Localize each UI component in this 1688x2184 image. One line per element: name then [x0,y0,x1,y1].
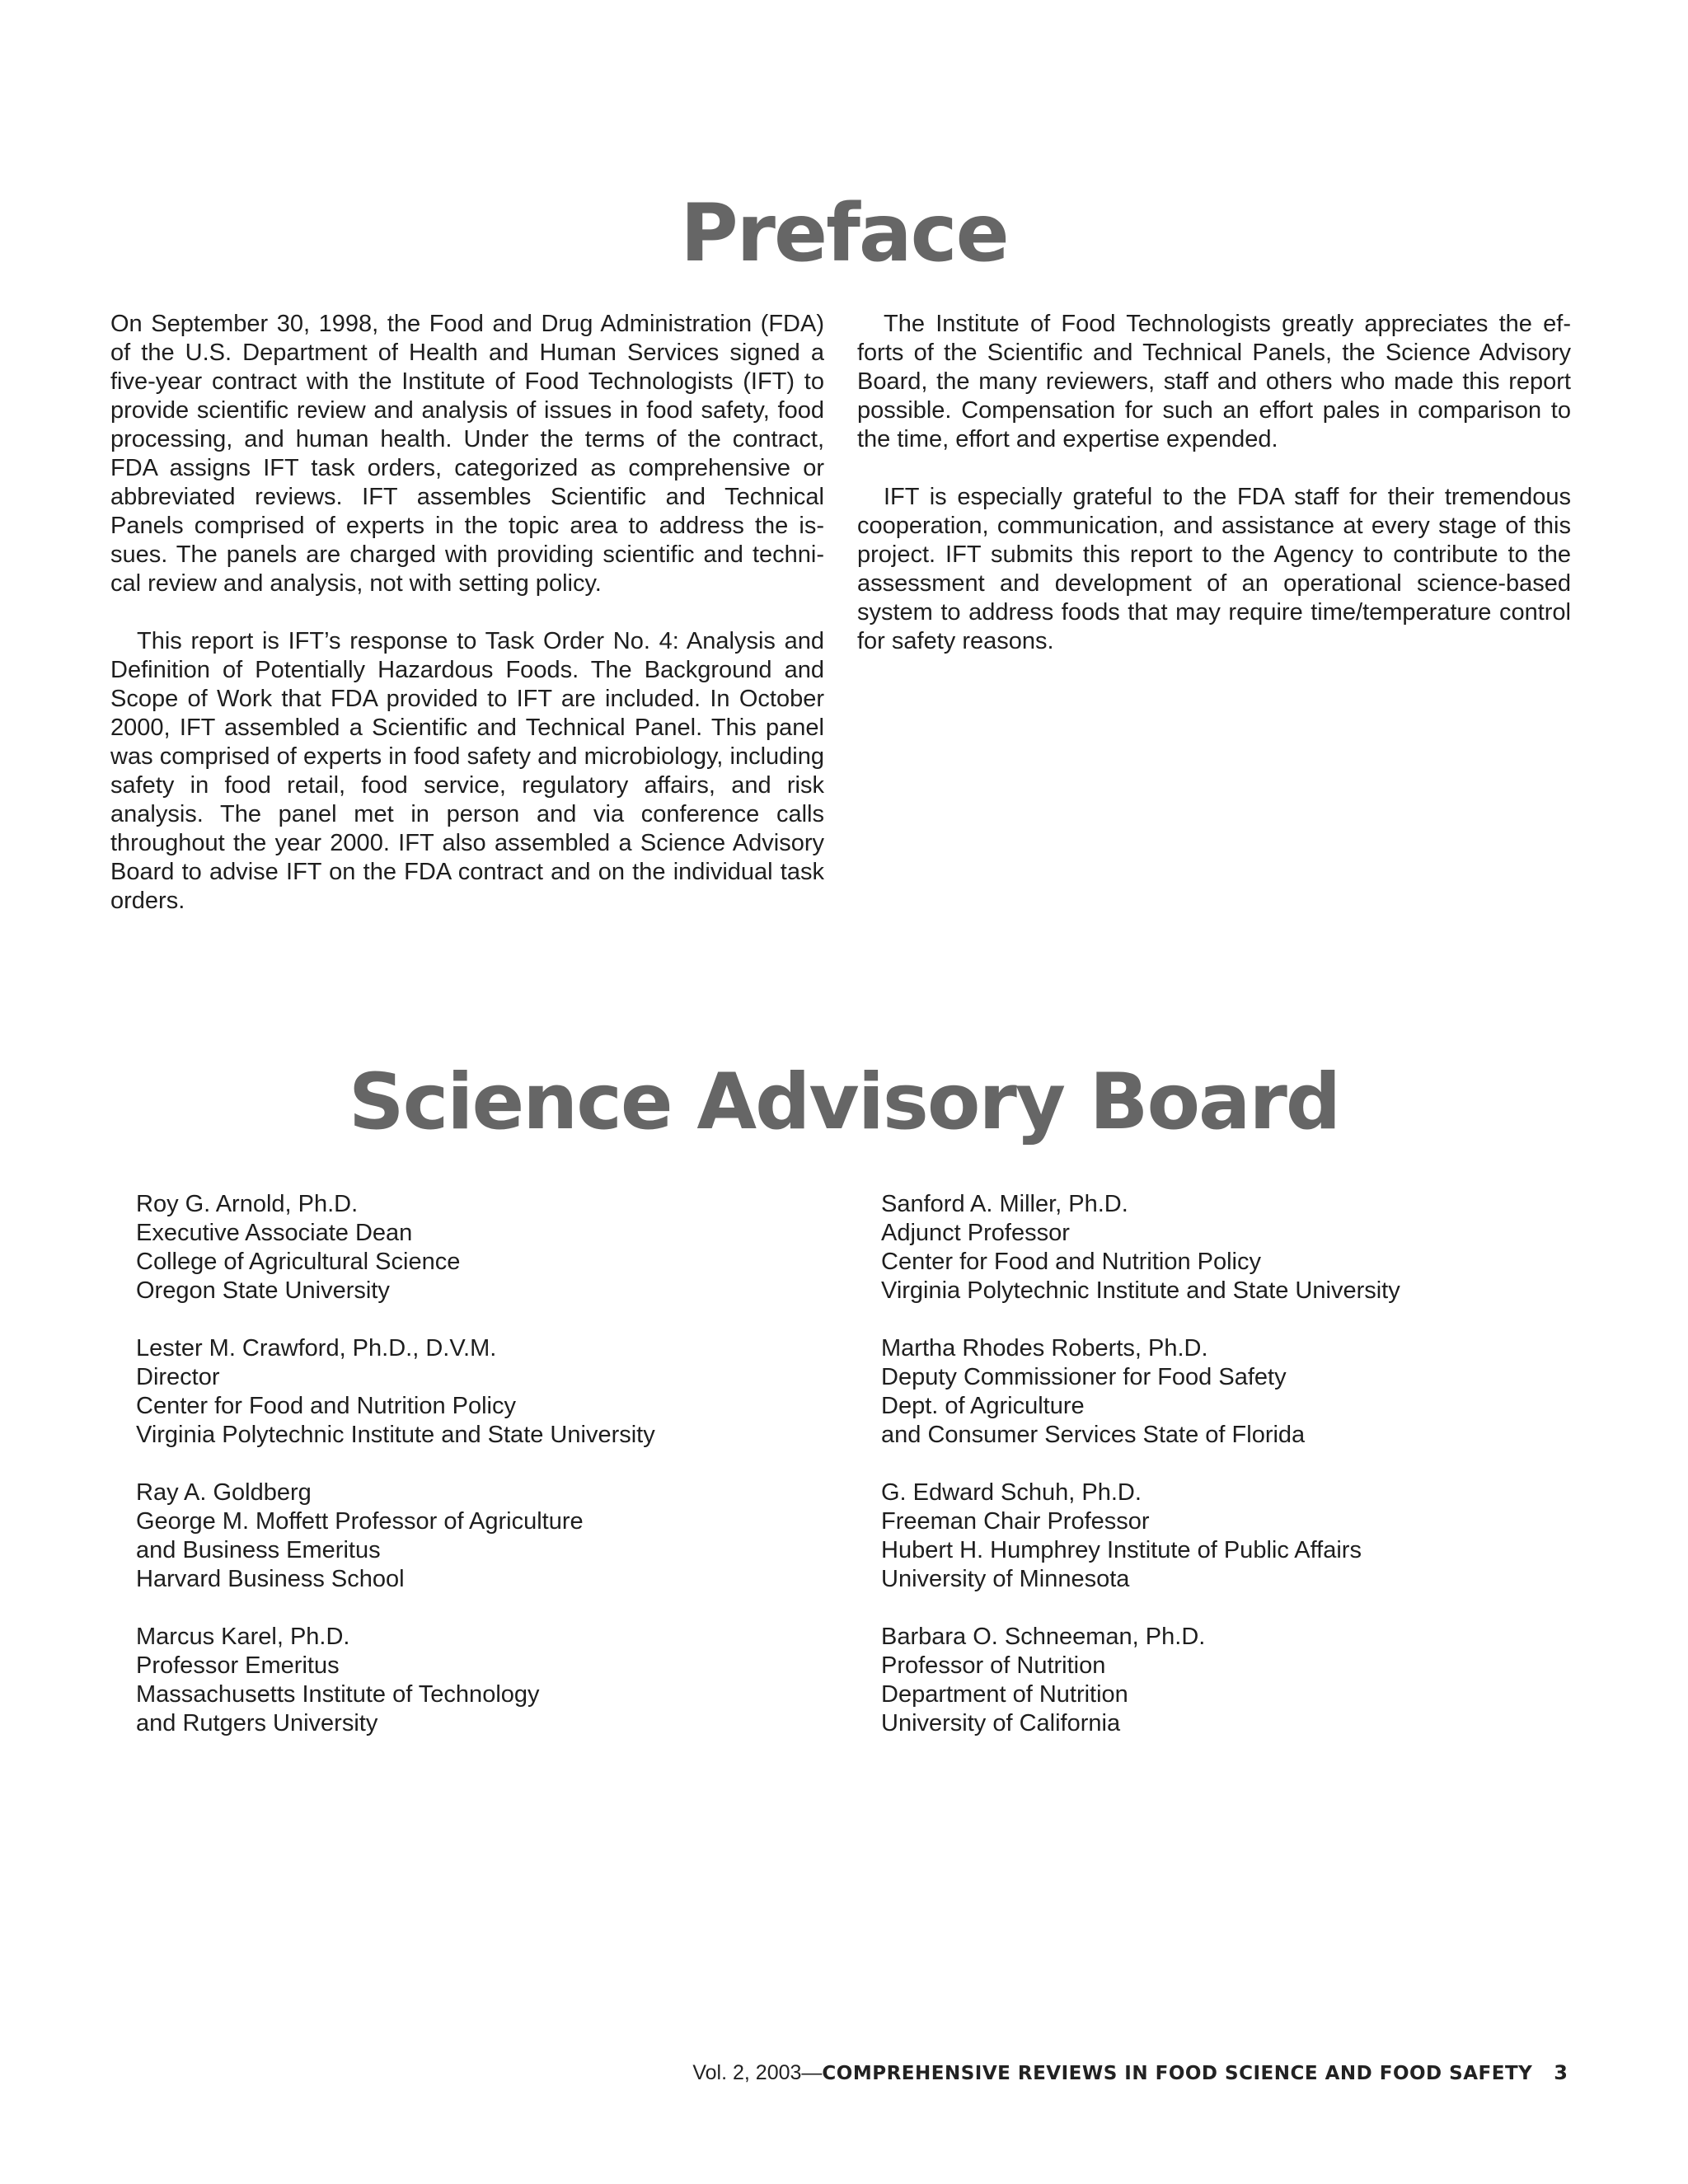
member-name: G. Edward Schuh, Ph.D. [881,1479,1142,1506]
member-name: Martha Rhodes Roberts, Ph.D. [881,1335,1208,1361]
board-member [881,1190,1623,1305]
member-title: Freeman Chair Professor [881,1508,1150,1535]
member-affiliation: Virginia Polytechnic Institute and State University [881,1277,1400,1304]
board-member [136,1623,878,1738]
footer-journal-title: COMPREHENSIVE REVIEWS IN FOOD SCIENCE AND FOOD SAFETY [822,2063,1533,2084]
member-title: George M. Moffett Professor of Agriculture [136,1508,584,1535]
member-affiliation: Massachusetts Institute of Technology [136,1681,540,1708]
page-number: 3 [1554,2061,1568,2084]
member-affiliation: Harvard Business School [136,1566,405,1592]
member-name: Marcus Karel, Ph.D. [136,1624,350,1650]
member-affiliation: Center for Food and Nutrition Policy [136,1393,516,1419]
preface-paragraph-1: On September 30, 1998, the Food and Drug Administration (FDA) of the U.S. Department of Health and Human Services signed a five-year contract with the Institute of Food Technologists (IFT) to provide scientific review and analysis of issues in food safety, food processing, and human health. Under the terms of the contract, FDA assigns IFT task orders, categorized as comprehensive or abbreviated reviews. IFT assembles Scientific and Technical Panels comprised of experts in the topic area to address the issues. The panels are charged with providing scientific and technical review and analysis, not with setting policy. [110,311,824,597]
member-name: Ray A. Goldberg [136,1479,312,1506]
member-affiliation: and Consumer Services State of Florida [881,1422,1306,1448]
member-affiliation: Virginia Polytechnic Institute and State University [136,1422,655,1448]
board-member [136,1334,878,1450]
board-member [136,1479,878,1594]
member-affiliation: College of Agricultural Science [136,1249,461,1275]
preface-title: Preface [680,187,1008,279]
member-affiliation: University of Minnesota [881,1566,1130,1592]
member-title: Director [136,1364,220,1390]
member-affiliation: Dept. of Agriculture [881,1393,1085,1419]
member-title: Professor Emeritus [136,1652,340,1679]
board-member [881,1623,1623,1738]
member-name: Sanford A. Miller, Ph.D. [881,1191,1128,1217]
member-name: Barbara O. Schneeman, Ph.D. [881,1624,1206,1650]
member-affiliation: Hubert H. Humphrey Institute of Public Affairs [881,1537,1362,1563]
member-name: Lester M. Crawford, Ph.D., D.V.M. [136,1335,497,1361]
member-title: Executive Associate Dean [136,1220,413,1246]
board-member [881,1334,1623,1450]
preface-column-left [110,310,824,944]
member-affiliation: and Rutgers University [136,1710,378,1736]
member-title: Adjunct Professor [881,1220,1070,1246]
member-title: and Business Emeritus [136,1537,381,1563]
footer-volume: Vol. 2, 2003— [692,2061,823,2084]
preface-paragraph-2: This report is IFT’s response to Task Order No. 4: Analysis and Definition of Potentially Hazardous Foods. The Background and Scope of Work that FDA provided to IFT are included. In October 2000, IFT assembled a Scientific and Technical Panel. This panel was comprised of experts in food safety and microbiology, including safety in food retail, food service, regulatory affairs, and risk analysis. The panel met in person and via conference calls throughout the year 2000. IFT also assembled a Science Advisory Board to advise IFT on the FDA contract and on the individual task orders. [110,628,824,914]
member-title: Deputy Commissioner for Food Safety [881,1364,1287,1390]
member-affiliation: Department of Nutrition [881,1681,1128,1708]
member-name: Roy G. Arnold, Ph.D. [136,1191,359,1217]
board-member [136,1190,878,1305]
advisory-board-title: Science Advisory Board [348,1057,1340,1147]
board-member [881,1479,1623,1594]
member-affiliation: Center for Food and Nutrition Policy [881,1249,1261,1275]
preface-column-right [857,310,1571,685]
advisory-board-column-left [136,1190,878,1767]
advisory-board-column-right [881,1190,1623,1767]
member-affiliation: University of California [881,1710,1121,1736]
member-affiliation: Oregon State University [136,1277,390,1304]
preface-paragraph-3: The Institute of Food Technologists greatly appreciates the efforts of the Scientific and Technical Panels, the Science Advisory Board, the many reviewers, staff and others who made this report possible. Compensation for such an effort pales in comparison to the time, effort and expertise expended. [857,311,1571,452]
preface-paragraph-4: IFT is especially grateful to the FDA staff for their tremendous cooperation, communication, and assistance at every stage of this project. IFT submits this report to the Agency to contribute to the assessment and development of an operational science-based system to address foods that may require time/temperature control for safety reasons. [857,484,1571,654]
page-footer [692,2060,1568,2086]
member-title: Professor of Nutrition [881,1652,1106,1679]
